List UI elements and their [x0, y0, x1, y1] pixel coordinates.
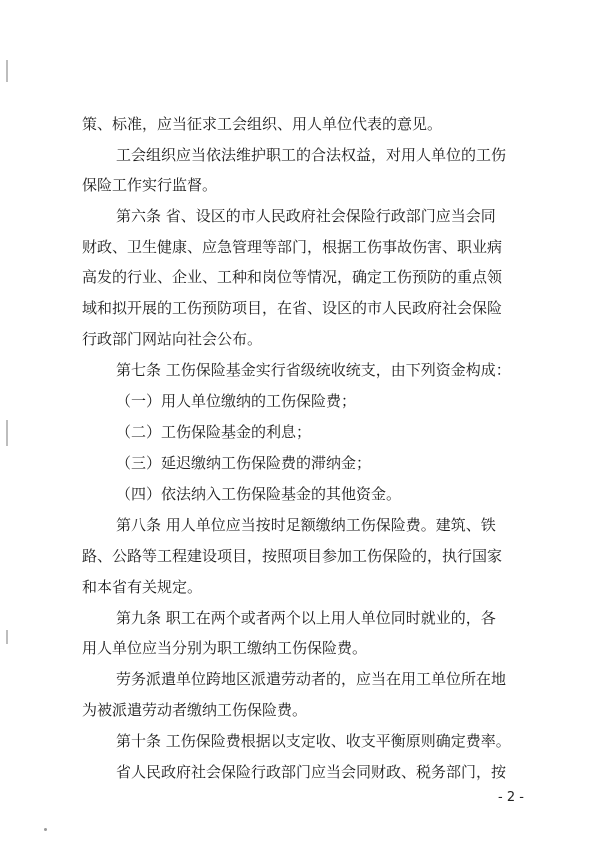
- text-line: 路、公路等工程建设项目，按照项目参加工伤保险的，执行国家: [82, 547, 503, 565]
- text-line: 财政、卫生健康、应急管理等部门，根据工伤事故伤害、职业病: [82, 238, 503, 256]
- list-item: （四）依法纳入工伤保险基金的其他资金。: [116, 485, 402, 503]
- article-9-heading-line: 第九条 职工在两个或者两个以上用人单位同时就业的，各: [116, 609, 496, 627]
- scan-speck: [44, 828, 47, 831]
- text-line: 策、标准，应当征求工会组织、用人单位代表的意见。: [82, 115, 443, 133]
- list-item: （二）工伤保险基金的利息；: [116, 423, 312, 441]
- text-line: 高发的行业、企业、工种和岗位等情况，确定工伤预防的重点领: [82, 268, 503, 286]
- binding-mark: [6, 60, 8, 82]
- text-line: 省人民政府社会保险行政部门应当会同财政、税务部门，按: [116, 763, 507, 781]
- article-8-heading-line: 第八条 用人单位应当按时足额缴纳工伤保险费。建筑、铁: [116, 516, 496, 534]
- binding-mark: [6, 420, 8, 446]
- text-line: 用人单位应当分别为职工缴纳工伤保险费。: [82, 639, 368, 657]
- text-line: 劳务派遣单位跨地区派遣劳动者的，应当在用工单位所在地: [116, 670, 507, 688]
- binding-mark: [6, 630, 8, 644]
- text-line: 保险工作实行监督。: [82, 176, 218, 194]
- article-7-heading-line: 第七条 工伤保险基金实行省级统收统支，由下列资金构成：: [116, 361, 511, 379]
- article-10-heading-line: 第十条 工伤保险费根据以支定收、收支平衡原则确定费率。: [116, 732, 511, 750]
- text-line: 域和拟开展的工伤预防项目，在省、设区的市人民政府社会保险: [82, 299, 503, 317]
- text-line: 行政部门网站向社会公布。: [82, 330, 263, 348]
- text-line: 工会组织应当依法维护职工的合法权益，对用人单位的工伤: [116, 146, 507, 164]
- list-item: （三）延迟缴纳工伤保险费的滞纳金；: [116, 454, 372, 472]
- text-line: 和本省有关规定。: [82, 578, 203, 596]
- page-number: - 2 -: [498, 790, 524, 805]
- list-item: （一）用人单位缴纳的工伤保险费；: [116, 392, 357, 410]
- article-6-heading-line: 第六条 省、设区的市人民政府社会保险行政部门应当会同: [116, 207, 496, 225]
- text-line: 为被派遣劳动者缴纳工伤保险费。: [82, 701, 308, 719]
